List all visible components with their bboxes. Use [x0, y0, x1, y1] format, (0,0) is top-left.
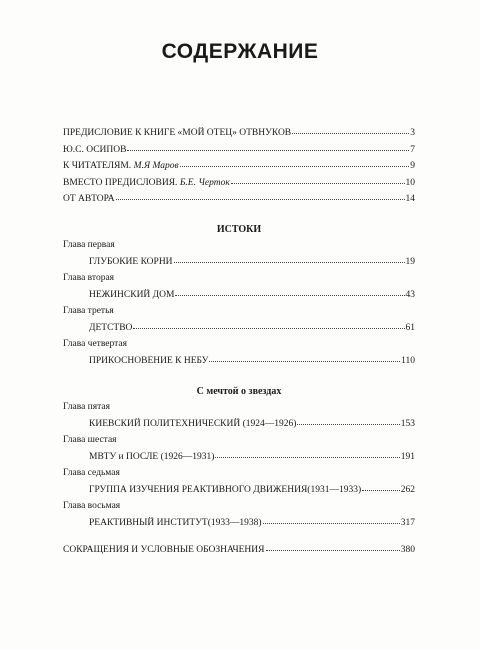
toc-entry-title: ДЕТСТВО — [89, 323, 133, 333]
leader-dots — [209, 353, 400, 362]
table-of-contents — [63, 126, 415, 559]
toc-entry-title: ВМЕСТО ПРЕДИСЛОВИЯ. Б.Е. Черток — [63, 177, 230, 188]
toc-entry-page: 153 — [400, 419, 415, 429]
leader-dots — [175, 287, 404, 296]
leader-dots — [133, 320, 404, 329]
toc-entry-chapter-3[interactable] — [63, 321, 415, 338]
toc-entry-page: 14 — [405, 194, 415, 204]
toc-entry-chapter-6[interactable] — [63, 450, 415, 467]
chapter-label: Глава восьмая — [63, 500, 121, 511]
toc-entry-title: СОКРАЩЕНИЯ И УСЛОВНЫЕ ОБОЗНАЧЕНИЯ — [63, 544, 265, 555]
toc-entry-chapter-7[interactable] — [63, 483, 415, 500]
toc-entry-page: 3 — [410, 128, 415, 138]
leader-dots — [263, 515, 400, 524]
leader-dots — [266, 542, 400, 551]
toc-entry-title: ПРЕДИСЛОВИЕ К КНИГЕ «МОЙ ОТЕЦ» ОТВНУКОВ — [63, 128, 292, 138]
toc-entry-title: ГРУППА ИЗУЧЕНИЯ РЕАКТИВНОГО ДВИЖЕНИЯ(1931—1933) — [89, 485, 362, 495]
chapter-label: Глава шестая — [63, 434, 117, 445]
leader-dots — [231, 175, 405, 184]
leader-dots — [127, 142, 409, 151]
toc-entry-title: ПРИКОСНОВЕНИЕ К НЕБУ — [89, 356, 209, 366]
toc-entry-page: 110 — [401, 356, 415, 366]
toc-entry-title: Ю.С. ОСИПОВ — [63, 144, 127, 155]
toc-entry-author: М.Я Маров — [133, 161, 179, 171]
toc-entry-title: ГЛУБОКИЕ КОРНИ — [89, 257, 173, 267]
toc-entry-chapter-8[interactable] — [63, 516, 415, 533]
toc-entry-chapter-2[interactable] — [63, 288, 415, 305]
chapter-label: Глава седьмая — [63, 467, 120, 478]
toc-entry-page: 43 — [405, 290, 415, 300]
toc-entry-page: 10 — [405, 177, 415, 188]
chapter-label: Глава вторая — [63, 272, 115, 283]
toc-entry-abbreviations[interactable] — [63, 543, 415, 560]
leader-dots — [174, 254, 405, 263]
leader-dots — [292, 125, 409, 134]
toc-entry-page: 380 — [400, 544, 415, 555]
leader-dots — [362, 482, 400, 491]
toc-entry-page: 61 — [405, 323, 415, 333]
page-title: СОДЕРЖАНИЕ — [161, 40, 319, 63]
toc-entry-page: 317 — [400, 518, 415, 528]
chapter-label: Глава третья — [63, 305, 114, 316]
toc-entry-page: 7 — [410, 144, 415, 155]
toc-entry-page: 9 — [410, 161, 415, 171]
chapter-label: Глава четвертая — [63, 338, 127, 349]
toc-entry-title: КИЕВСКИЙ ПОЛИТЕХНИЧЕСКИЙ (1924—1926) — [89, 419, 297, 429]
toc-entry-title: РЕАКТИВНЫЙ ИНСТИТУТ(1933—1938) — [89, 518, 262, 528]
chapter-label: Глава первая — [63, 239, 115, 250]
leader-dots — [297, 416, 399, 425]
toc-entry-from-author[interactable] — [63, 192, 415, 209]
leader-dots — [116, 191, 405, 200]
toc-entry-title: ОТ АВТОРА — [63, 194, 115, 204]
toc-entry-instead-of-preface[interactable] — [63, 176, 415, 193]
toc-entry-page: 191 — [400, 452, 415, 462]
toc-entry-page: 19 — [405, 257, 415, 267]
toc-entry-preface[interactable] — [63, 126, 415, 143]
toc-entry-title: НЕЖИНСКИЙ ДОМ — [89, 290, 175, 300]
toc-entry-title: МВТУ и ПОСЛЕ (1926—1931) — [89, 452, 215, 462]
leader-dots — [180, 158, 410, 167]
leader-dots — [215, 449, 399, 458]
toc-entry-author: Б.Е. Черток — [179, 177, 230, 188]
toc-entry-title: К ЧИТАТЕЛЯМ. М.Я Маров — [63, 161, 179, 171]
toc-entry-chapter-1[interactable] — [63, 255, 415, 272]
toc-entry-chapter-4[interactable] — [63, 354, 415, 371]
section-title: С мечтой о звездах — [196, 385, 282, 397]
toc-entry-to-readers[interactable] — [63, 159, 415, 176]
section-title: ИСТОКИ — [216, 223, 262, 235]
toc-entry-osipov[interactable] — [63, 143, 415, 160]
toc-entry-page: 262 — [400, 485, 415, 495]
chapter-label: Глава пятая — [63, 401, 110, 412]
toc-entry-chapter-5[interactable] — [63, 417, 415, 434]
